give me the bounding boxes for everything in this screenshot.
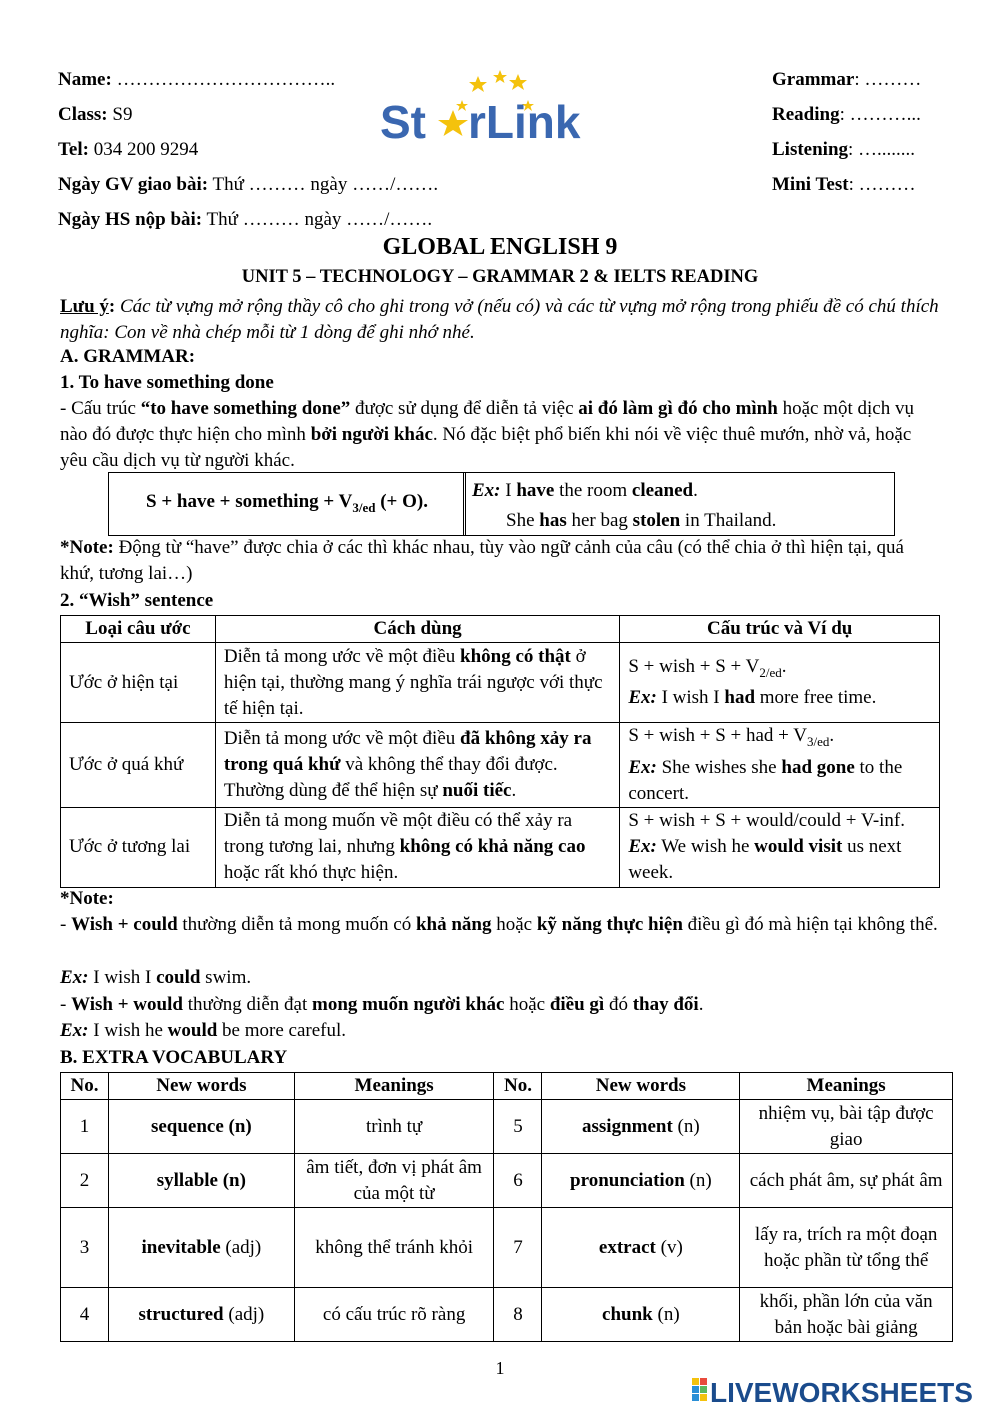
name-line: Name: ……………………………..	[58, 69, 336, 90]
grammar1-explanation: - Cấu trúc “to have something done” được sử dụng để diễn tả việc ai đó làm gì đó cho mình hoặc một dịch vụ nào đó được thực hiện cho mình bởi người khác. Nó đặc biệt phổ biến khi nói về việc thuê mướn, nhờ vả, hoặc yêu cầu dịch vụ từ người khác.	[60, 398, 914, 471]
have-example-box	[463, 472, 895, 536]
vocab-table	[60, 1072, 953, 1342]
wish-note-label: *Note:	[60, 888, 114, 909]
have-formula: S + have + something + $V_{3/ed}$ (+ O).	[146, 491, 428, 515]
score-grammar: Grammar: ………	[772, 69, 922, 90]
page-subtitle: UNIT 5 – TECHNOLOGY – GRAMMAR 2 & IELTS READING	[241, 267, 759, 287]
class-line: Class: S9	[58, 104, 133, 125]
section-b-heading: B. EXTRA VOCABULARY	[60, 1047, 288, 1068]
table-row: Ước ở tương lai Diễn tả mong muốn về một điều có thể xảy ra trong tương lai, nhưng không có khả năng cao hoặc rất khó thực hiện. S + wish + S + would/could + V-inf. Ex: We wish he would visit us next week.	[61, 807, 940, 887]
section-a-heading: A. GRAMMAR:	[60, 346, 196, 367]
vocab-table-header: No. New words Meanings No. New words Meanings	[61, 1073, 953, 1100]
starlink-logo	[378, 70, 608, 150]
wish-table	[60, 615, 940, 888]
table-row: Ước ở quá khứ Diễn tả mong ước về một điều đã không xảy ra trong quá khứ và không thể thay đổi được. Thường dùng để thể hiện sự nuối tiếc. S + wish + S + had + $V_{3/ed}$. Ex: She wishes she had gone to the concert.	[61, 723, 940, 808]
wish-table-header: Loại câu ước Cách dùng Cấu trúc và Ví dụ	[61, 616, 940, 643]
svg-text:LIVEWORKSHEETS: LIVEWORKSHEETS	[710, 1377, 973, 1408]
table-row: Ước ở hiện tại Diễn tả mong ước về một điều không có thật ở hiện tại, thường mang ý nghĩa trái ngược với thực tế hiện tại. S + wish + $S + V_{2/ed}$. Ex: I wish I had more free time.	[61, 643, 940, 723]
wish-heading: 2. “Wish” sentence	[60, 590, 214, 611]
grammar1-heading: 1. To have something done	[60, 372, 274, 393]
table-row: 3 inevitable (adj) không thể tránh khỏi 7 extract (v) lấy ra, trích ra một đoạn hoặc phần từ tổng thể	[61, 1208, 953, 1288]
table-row: 1 sequence (n) trình tự 5 assignment (n) nhiệm vụ, bài tập được giao	[61, 1100, 953, 1154]
wish-could-example: Ex: I wish I could swim.	[60, 967, 252, 988]
assign-date-line: Ngày GV giao bài: Thứ ……… ngày ……/…….	[58, 174, 439, 195]
tel-line: Tel: 034 200 9294	[58, 139, 199, 160]
logo-stars-icon	[378, 70, 608, 150]
grammar1-note: *Note: Động từ “have” được chia ở các thì khác nhau, tùy vào ngữ cảnh của câu (có thể chia ở thì hiện tại, quá khứ, tương lai…)	[60, 537, 904, 584]
page-title: GLOBAL ENGLISH 9	[382, 234, 618, 260]
score-listening: Listening: …........	[772, 139, 916, 160]
have-formula-box	[108, 472, 466, 536]
have-example-2: She has her bag stolen in Thailand.	[506, 510, 777, 531]
logo-star-icon	[438, 110, 468, 136]
score-panel	[772, 62, 921, 202]
have-example-1: Ex: I have the room cleaned.	[472, 480, 698, 501]
wish-note-would: - Wish + would thường diễn đạt mong muốn người khác hoặc điều gì đó thay đổi.	[60, 994, 704, 1015]
liveworksheets-logo-icon	[690, 1374, 990, 1408]
svg-text:rLink: rLink	[468, 96, 581, 148]
page-number: 1	[495, 1358, 505, 1378]
score-minitest: Mini Test: ………	[772, 174, 916, 195]
submit-date-line: Ngày HS nộp bài: Thứ ……… ngày ……/…….	[58, 209, 433, 230]
table-row: 2 syllable (n) âm tiết, đơn vị phát âm của một từ 6 pronunciation (n) cách phát âm, sự phát âm	[61, 1154, 953, 1208]
study-note: Lưu ý: Các từ vựng mở rộng thầy cô cho ghi trong vở (nếu có) và các từ vựng mở rộng trong phiếu đề có chú thích nghĩa: Con về nhà chép mỗi từ 1 dòng để ghi nhớ nhé.	[60, 296, 939, 343]
liveworksheets-watermark	[690, 1374, 990, 1408]
svg-text:St: St	[380, 96, 426, 148]
wish-note-could: - Wish + could thường diễn tả mong muốn có khả năng hoặc kỹ năng thực hiện điều gì đó mà hiện tại không thể.	[60, 914, 938, 935]
table-row: 4 structured (adj) có cấu trúc rõ ràng 8 chunk (n) khối, phần lớn của văn bản hoặc bài giảng	[61, 1288, 953, 1342]
wish-would-example: Ex: I wish he would be more careful.	[60, 1020, 347, 1041]
score-reading: Reading: ………...	[772, 104, 921, 125]
